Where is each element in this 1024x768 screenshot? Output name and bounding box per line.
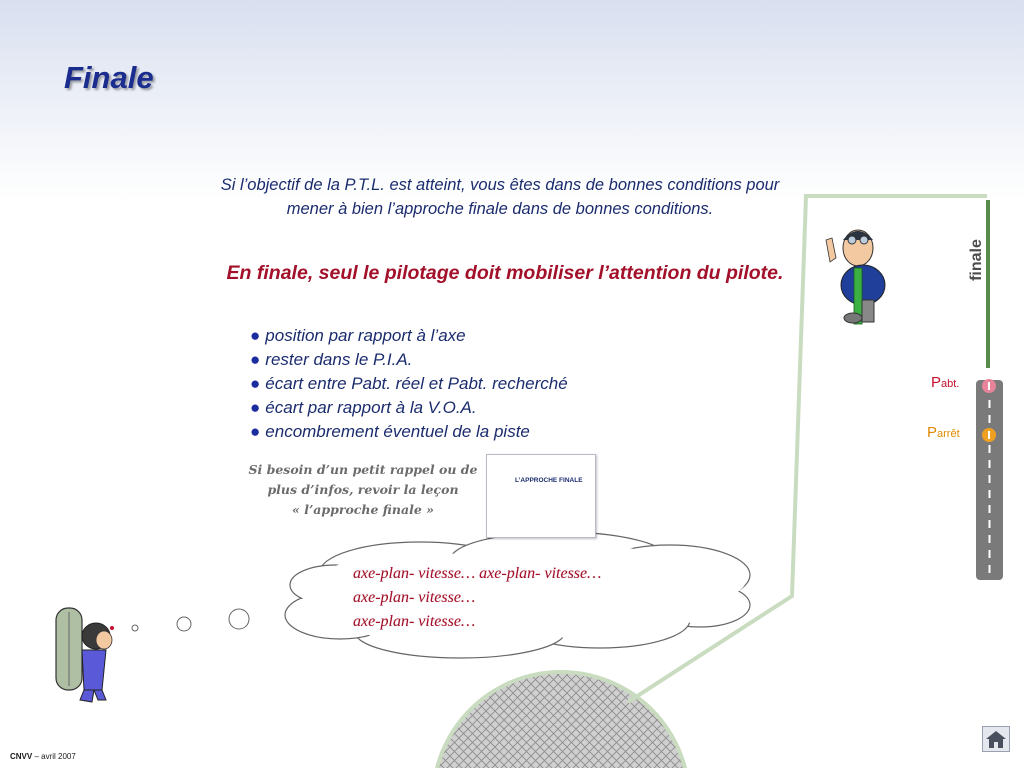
p-abt-label: Pabt. (931, 374, 960, 391)
bullet-icon: ● (250, 398, 261, 417)
intro-text (160, 173, 840, 221)
slide-title: Finale (64, 60, 154, 95)
intro-line-1: Si l’objectif de la P.T.L. est atteint, vous êtes dans de bonnes conditions pour (220, 176, 780, 194)
list-item: ● encombrement éventuel de la piste (250, 422, 530, 441)
lesson-thumbnail-title: L’APPROCHE FINALE (515, 477, 583, 484)
p-arret-label: Parrêt (927, 424, 960, 441)
list-item: ● position par rapport à l’axe (250, 326, 466, 345)
bullet-icon: ● (250, 350, 261, 369)
thought-bubble-small (132, 625, 138, 631)
list-item: ● écart par rapport à la V.O.A. (250, 398, 477, 417)
thought-cloud-text: axe-plan- vitesse… axe-plan- vitesse… axe-plan- vitesse… axe-plan- vitesse… (353, 565, 602, 630)
home-button[interactable] (982, 726, 1010, 752)
thought-bubble-large (229, 609, 249, 629)
thought-bubble-medium (177, 617, 191, 631)
footer-credit: CNVV – avril 2007 (10, 752, 76, 761)
bullet-icon: ● (250, 326, 261, 345)
final-segment-label: finale (968, 239, 985, 281)
emphasis-text: En finale, seul le pilotage doit mobiliser l’attention du pilote. (226, 262, 784, 284)
bullet-icon: ● (250, 422, 261, 441)
lesson-reminder-text: Si besoin d’un petit rappel ou de plus d’infos, revoir la leçon « l’approche finale » (248, 462, 478, 517)
checklist (250, 324, 568, 444)
home-icon (983, 727, 1009, 751)
pilot-cartoon-icon (56, 608, 114, 702)
lesson-link-thumbnail[interactable] (486, 454, 596, 538)
intro-line-2: mener à bien l’approche finale dans de bonnes conditions. (286, 200, 714, 218)
bullet-icon: ● (250, 374, 261, 393)
list-item: ● écart entre Pabt. réel et Pabt. recherché (250, 374, 568, 393)
list-item: ● rester dans le P.I.A. (250, 350, 413, 369)
